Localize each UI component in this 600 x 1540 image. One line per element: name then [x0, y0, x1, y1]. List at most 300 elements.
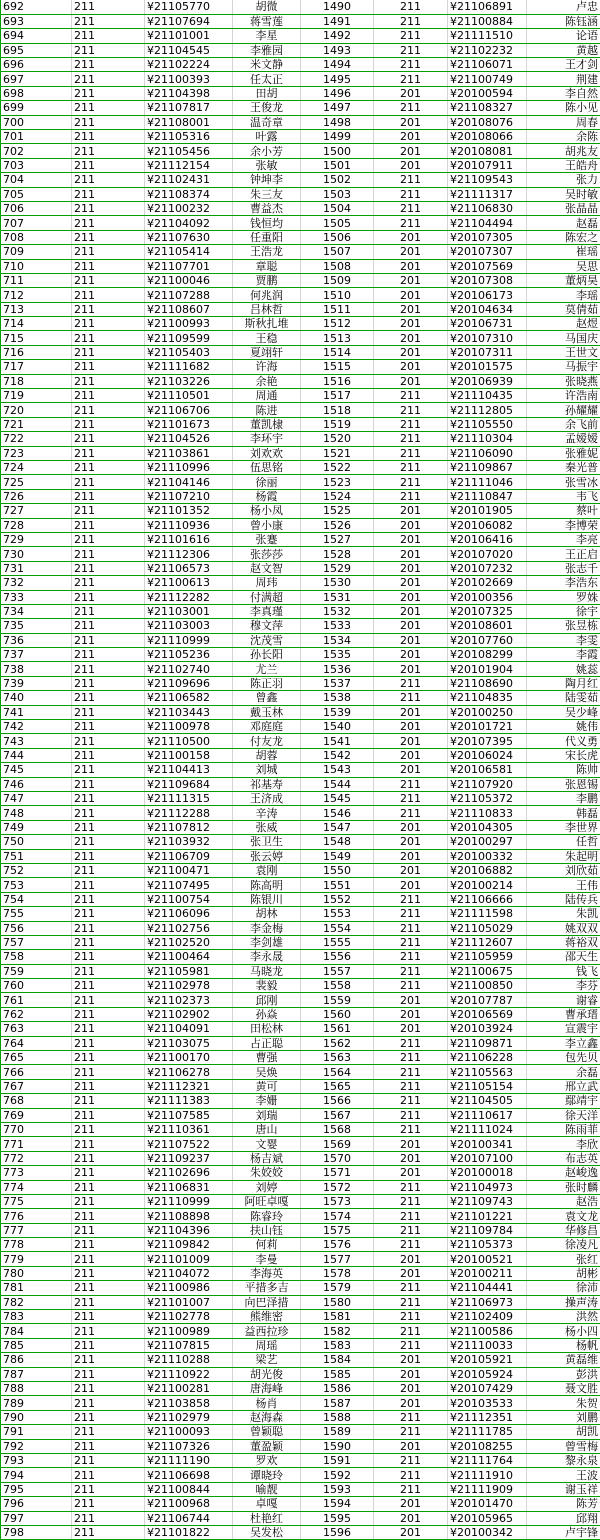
row-index-cell[interactable]: 746 — [1, 777, 72, 791]
row-index-cell[interactable]: 756 — [1, 921, 72, 935]
class-code-2-cell[interactable]: 201 — [374, 1439, 448, 1453]
class-code-2-cell[interactable]: 201 — [374, 144, 448, 158]
student-name-cell[interactable]: 李曼 — [233, 1252, 301, 1266]
student-name-2-cell[interactable]: 李欣 — [527, 1137, 600, 1151]
student-id-cell[interactable]: ¥21100754 — [145, 892, 233, 906]
student-name-cell[interactable]: 陈高明 — [233, 878, 301, 892]
row-index-cell[interactable]: 731 — [1, 561, 72, 575]
student-id-2-cell[interactable]: ¥21112805 — [448, 403, 527, 417]
row-index-2-cell[interactable]: 1589 — [301, 1425, 374, 1439]
student-id-2-cell[interactable]: ¥21111910 — [448, 1468, 527, 1482]
row-index-2-cell[interactable]: 1594 — [301, 1497, 374, 1511]
student-name-cell[interactable]: 杨霞 — [233, 489, 301, 503]
student-id-2-cell[interactable]: ¥20107308 — [448, 273, 527, 287]
class-code-2-cell[interactable]: 211 — [374, 892, 448, 906]
student-id-cell[interactable]: ¥21104091 — [145, 1022, 233, 1036]
student-id-cell[interactable]: ¥21107288 — [145, 288, 233, 302]
row-index-cell[interactable]: 735 — [1, 619, 72, 633]
student-name-cell[interactable]: 占正聪 — [233, 1036, 301, 1050]
row-index-2-cell[interactable]: 1501 — [301, 158, 374, 172]
class-code-cell[interactable]: 211 — [72, 302, 145, 316]
student-id-cell[interactable]: ¥21100158 — [145, 748, 233, 762]
class-code-cell[interactable]: 211 — [72, 446, 145, 460]
student-name-2-cell[interactable]: 华修昌 — [527, 1223, 600, 1237]
student-name-cell[interactable]: 钱恒均 — [233, 216, 301, 230]
row-index-2-cell[interactable]: 1559 — [301, 993, 374, 1007]
student-id-2-cell[interactable]: ¥20108299 — [448, 648, 527, 662]
row-index-cell[interactable]: 782 — [1, 1295, 72, 1309]
row-index-2-cell[interactable]: 1533 — [301, 619, 374, 633]
class-code-2-cell[interactable]: 211 — [374, 1108, 448, 1122]
class-code-cell[interactable]: 211 — [72, 1137, 145, 1151]
student-name-2-cell[interactable]: 操声涛 — [527, 1295, 600, 1309]
student-name-2-cell[interactable]: 李鹏 — [527, 791, 600, 805]
row-index-cell[interactable]: 794 — [1, 1468, 72, 1482]
student-name-2-cell[interactable]: 黎永泉 — [527, 1453, 600, 1467]
student-id-cell[interactable]: ¥21112288 — [145, 806, 233, 820]
student-id-2-cell[interactable]: ¥20100018 — [448, 1166, 527, 1180]
student-name-cell[interactable]: 杜艳红 — [233, 1511, 301, 1525]
row-index-cell[interactable]: 773 — [1, 1166, 72, 1180]
class-code-2-cell[interactable]: 201 — [374, 504, 448, 518]
student-name-2-cell[interactable]: 赵峻逸 — [527, 1166, 600, 1180]
student-name-2-cell[interactable]: 赵磊 — [527, 216, 600, 230]
student-id-cell[interactable]: ¥21107694 — [145, 14, 233, 28]
class-code-2-cell[interactable]: 211 — [374, 1482, 448, 1496]
row-index-2-cell[interactable]: 1591 — [301, 1453, 374, 1467]
student-name-cell[interactable]: 张卫生 — [233, 835, 301, 849]
row-index-2-cell[interactable]: 1574 — [301, 1209, 374, 1223]
class-code-cell[interactable]: 211 — [72, 950, 145, 964]
student-name-2-cell[interactable]: 徐宇 — [527, 604, 600, 618]
class-code-2-cell[interactable]: 201 — [374, 1353, 448, 1367]
class-code-cell[interactable]: 211 — [72, 691, 145, 705]
student-name-2-cell[interactable]: 崔瑶 — [527, 245, 600, 259]
student-id-cell[interactable]: ¥21112154 — [145, 158, 233, 172]
student-name-2-cell[interactable]: 荆建 — [527, 72, 600, 86]
row-index-cell[interactable]: 780 — [1, 1266, 72, 1280]
row-index-cell[interactable]: 772 — [1, 1151, 72, 1165]
student-name-2-cell[interactable]: 洪然 — [527, 1310, 600, 1324]
student-id-cell[interactable]: ¥21100170 — [145, 1051, 233, 1065]
student-id-cell[interactable]: ¥21105403 — [145, 345, 233, 359]
student-id-2-cell[interactable]: ¥20107232 — [448, 561, 527, 575]
student-name-2-cell[interactable]: 陆雯茹 — [527, 691, 600, 705]
student-name-cell[interactable]: 张莎莎 — [233, 547, 301, 561]
class-code-2-cell[interactable]: 211 — [374, 173, 448, 187]
student-name-2-cell[interactable]: 陈小见 — [527, 101, 600, 115]
class-code-cell[interactable]: 211 — [72, 1425, 145, 1439]
row-index-cell[interactable]: 712 — [1, 288, 72, 302]
row-index-2-cell[interactable]: 1555 — [301, 935, 374, 949]
row-index-cell[interactable]: 695 — [1, 43, 72, 57]
class-code-2-cell[interactable]: 211 — [374, 0, 448, 14]
row-index-2-cell[interactable]: 1546 — [301, 806, 374, 820]
class-code-2-cell[interactable]: 201 — [374, 115, 448, 129]
student-id-2-cell[interactable]: ¥21110833 — [448, 806, 527, 820]
row-index-2-cell[interactable]: 1554 — [301, 921, 374, 935]
student-id-2-cell[interactable]: ¥20100211 — [448, 1266, 527, 1280]
class-code-2-cell[interactable]: 201 — [374, 748, 448, 762]
row-index-cell[interactable]: 749 — [1, 820, 72, 834]
student-id-2-cell[interactable]: ¥20107100 — [448, 1151, 527, 1165]
student-name-2-cell[interactable]: 张力 — [527, 173, 600, 187]
student-id-2-cell[interactable]: ¥21109867 — [448, 461, 527, 475]
student-id-2-cell[interactable]: ¥21107920 — [448, 777, 527, 791]
row-index-2-cell[interactable]: 1539 — [301, 705, 374, 719]
class-code-cell[interactable]: 211 — [72, 1252, 145, 1266]
row-index-cell[interactable]: 705 — [1, 187, 72, 201]
student-name-2-cell[interactable]: 陆传兵 — [527, 892, 600, 906]
row-index-cell[interactable]: 777 — [1, 1223, 72, 1237]
student-name-cell[interactable]: 李永晟 — [233, 950, 301, 964]
student-name-2-cell[interactable]: 袁文龙 — [527, 1209, 600, 1223]
student-name-cell[interactable]: 余小芳 — [233, 144, 301, 158]
student-id-2-cell[interactable]: ¥20105965 — [448, 1511, 527, 1525]
row-index-2-cell[interactable]: 1536 — [301, 662, 374, 676]
student-name-2-cell[interactable]: 王世文 — [527, 345, 600, 359]
class-code-cell[interactable]: 211 — [72, 201, 145, 215]
class-code-cell[interactable]: 211 — [72, 633, 145, 647]
student-id-2-cell[interactable]: ¥21110617 — [448, 1108, 527, 1122]
class-code-cell[interactable]: 211 — [72, 907, 145, 921]
class-code-cell[interactable]: 211 — [72, 1353, 145, 1367]
student-id-2-cell[interactable]: ¥20106939 — [448, 374, 527, 388]
student-name-cell[interactable]: 杨吉斌 — [233, 1151, 301, 1165]
class-code-cell[interactable]: 211 — [72, 921, 145, 935]
class-code-2-cell[interactable]: 211 — [374, 806, 448, 820]
student-name-cell[interactable]: 蒋雪莲 — [233, 14, 301, 28]
row-index-2-cell[interactable]: 1575 — [301, 1223, 374, 1237]
student-id-cell[interactable]: ¥21105770 — [145, 0, 233, 14]
class-code-cell[interactable]: 211 — [72, 230, 145, 244]
student-name-2-cell[interactable]: 吴时敏 — [527, 187, 600, 201]
class-code-2-cell[interactable]: 211 — [374, 1094, 448, 1108]
student-name-cell[interactable]: 章聪 — [233, 259, 301, 273]
student-name-cell[interactable]: 唐海峰 — [233, 1382, 301, 1396]
row-index-2-cell[interactable]: 1500 — [301, 144, 374, 158]
student-name-cell[interactable]: 张蹇 — [233, 532, 301, 546]
row-index-cell[interactable]: 713 — [1, 302, 72, 316]
row-index-2-cell[interactable]: 1530 — [301, 576, 374, 590]
class-code-2-cell[interactable]: 201 — [374, 576, 448, 590]
row-index-cell[interactable]: 762 — [1, 1007, 72, 1021]
student-id-cell[interactable]: ¥21103003 — [145, 619, 233, 633]
class-code-cell[interactable]: 211 — [72, 1209, 145, 1223]
student-id-2-cell[interactable]: ¥21106830 — [448, 201, 527, 215]
class-code-2-cell[interactable]: 211 — [374, 935, 448, 949]
row-index-2-cell[interactable]: 1582 — [301, 1324, 374, 1338]
student-name-2-cell[interactable]: 赵浩 — [527, 1194, 600, 1208]
student-id-cell[interactable]: ¥21104413 — [145, 763, 233, 777]
row-index-2-cell[interactable]: 1566 — [301, 1094, 374, 1108]
row-index-2-cell[interactable]: 1515 — [301, 360, 374, 374]
row-index-cell[interactable]: 761 — [1, 993, 72, 1007]
student-id-cell[interactable]: ¥21108898 — [145, 1209, 233, 1223]
student-name-2-cell[interactable]: 余飞前 — [527, 417, 600, 431]
student-name-cell[interactable]: 裴毅 — [233, 979, 301, 993]
student-id-2-cell[interactable]: ¥21108327 — [448, 101, 527, 115]
student-id-cell[interactable]: ¥21101616 — [145, 532, 233, 546]
class-code-cell[interactable]: 211 — [72, 763, 145, 777]
class-code-cell[interactable]: 211 — [72, 1223, 145, 1237]
student-id-2-cell[interactable]: ¥20101905 — [448, 504, 527, 518]
student-name-2-cell[interactable]: 孙耀耀 — [527, 403, 600, 417]
row-index-cell[interactable]: 797 — [1, 1511, 72, 1525]
class-code-2-cell[interactable]: 201 — [374, 547, 448, 561]
class-code-2-cell[interactable]: 211 — [374, 1194, 448, 1208]
row-index-cell[interactable]: 742 — [1, 720, 72, 734]
class-code-2-cell[interactable]: 201 — [374, 1266, 448, 1280]
class-code-2-cell[interactable]: 201 — [374, 1511, 448, 1525]
student-id-cell[interactable]: ¥21109237 — [145, 1151, 233, 1165]
class-code-2-cell[interactable]: 211 — [374, 1079, 448, 1093]
student-id-2-cell[interactable]: ¥21105563 — [448, 1065, 527, 1079]
student-id-2-cell[interactable]: ¥20107325 — [448, 604, 527, 618]
class-code-cell[interactable]: 211 — [72, 216, 145, 230]
student-id-cell[interactable]: ¥21103861 — [145, 446, 233, 460]
row-index-2-cell[interactable]: 1491 — [301, 14, 374, 28]
student-name-2-cell[interactable]: 蔡叶 — [527, 504, 600, 518]
class-code-cell[interactable]: 211 — [72, 1396, 145, 1410]
row-index-cell[interactable]: 760 — [1, 979, 72, 993]
student-name-cell[interactable]: 付满超 — [233, 590, 301, 604]
student-name-cell[interactable]: 陈睿玲 — [233, 1209, 301, 1223]
class-code-2-cell[interactable]: 201 — [374, 273, 448, 287]
class-code-cell[interactable]: 211 — [72, 1122, 145, 1136]
row-index-2-cell[interactable]: 1565 — [301, 1079, 374, 1093]
class-code-2-cell[interactable]: 211 — [374, 921, 448, 935]
class-code-cell[interactable]: 211 — [72, 777, 145, 791]
student-id-cell[interactable]: ¥21104146 — [145, 475, 233, 489]
row-index-cell[interactable]: 726 — [1, 489, 72, 503]
row-index-2-cell[interactable]: 1561 — [301, 1022, 374, 1036]
row-index-cell[interactable]: 710 — [1, 259, 72, 273]
class-code-2-cell[interactable]: 201 — [374, 1382, 448, 1396]
class-code-cell[interactable]: 211 — [72, 187, 145, 201]
class-code-cell[interactable]: 211 — [72, 835, 145, 849]
row-index-cell[interactable]: 739 — [1, 676, 72, 690]
student-name-2-cell[interactable]: 许浩南 — [527, 389, 600, 403]
student-name-2-cell[interactable]: 董炳昊 — [527, 273, 600, 287]
class-code-2-cell[interactable]: 201 — [374, 317, 448, 331]
student-name-cell[interactable]: 罗欢 — [233, 1453, 301, 1467]
class-code-cell[interactable]: 211 — [72, 317, 145, 331]
student-id-cell[interactable]: ¥21102224 — [145, 58, 233, 72]
class-code-2-cell[interactable]: 211 — [374, 58, 448, 72]
student-name-2-cell[interactable]: 包先贝 — [527, 1051, 600, 1065]
student-name-2-cell[interactable]: 论语 — [527, 29, 600, 43]
student-name-cell[interactable]: 梁艺 — [233, 1353, 301, 1367]
student-id-2-cell[interactable]: ¥21111510 — [448, 29, 527, 43]
student-id-2-cell[interactable]: ¥21111317 — [448, 187, 527, 201]
student-name-cell[interactable]: 唐山 — [233, 1122, 301, 1136]
student-id-cell[interactable]: ¥21102902 — [145, 1007, 233, 1021]
student-name-2-cell[interactable]: 代义勇 — [527, 734, 600, 748]
class-code-2-cell[interactable]: 201 — [374, 590, 448, 604]
student-name-cell[interactable]: 任重阳 — [233, 230, 301, 244]
student-name-cell[interactable]: 刘城 — [233, 763, 301, 777]
student-name-2-cell[interactable]: 宋长虎 — [527, 748, 600, 762]
student-id-cell[interactable]: ¥21110500 — [145, 734, 233, 748]
student-name-2-cell[interactable]: 李芬 — [527, 979, 600, 993]
student-name-2-cell[interactable]: 陈雨菲 — [527, 1122, 600, 1136]
row-index-2-cell[interactable]: 1513 — [301, 331, 374, 345]
class-code-2-cell[interactable]: 211 — [374, 1295, 448, 1309]
class-code-2-cell[interactable]: 201 — [374, 849, 448, 863]
class-code-2-cell[interactable]: 211 — [374, 1209, 448, 1223]
class-code-2-cell[interactable]: 211 — [374, 201, 448, 215]
student-id-cell[interactable]: ¥21106096 — [145, 907, 233, 921]
student-name-cell[interactable]: 张敏 — [233, 158, 301, 172]
class-code-2-cell[interactable]: 211 — [374, 1051, 448, 1065]
student-id-2-cell[interactable]: ¥20101904 — [448, 662, 527, 676]
row-index-cell[interactable]: 728 — [1, 518, 72, 532]
row-index-2-cell[interactable]: 1529 — [301, 561, 374, 575]
row-index-2-cell[interactable]: 1567 — [301, 1108, 374, 1122]
row-index-cell[interactable]: 792 — [1, 1439, 72, 1453]
student-name-cell[interactable]: 杨小凤 — [233, 504, 301, 518]
class-code-2-cell[interactable]: 201 — [374, 1252, 448, 1266]
student-name-cell[interactable]: 杨肖 — [233, 1396, 301, 1410]
row-index-2-cell[interactable]: 1577 — [301, 1252, 374, 1266]
class-code-2-cell[interactable]: 211 — [374, 187, 448, 201]
row-index-2-cell[interactable]: 1531 — [301, 590, 374, 604]
class-code-cell[interactable]: 211 — [72, 72, 145, 86]
row-index-cell[interactable]: 700 — [1, 115, 72, 129]
student-name-cell[interactable]: 刘瑞 — [233, 1108, 301, 1122]
class-code-2-cell[interactable]: 211 — [374, 950, 448, 964]
student-id-cell[interactable]: ¥21104398 — [145, 86, 233, 100]
class-code-cell[interactable]: 211 — [72, 432, 145, 446]
student-id-2-cell[interactable]: ¥20100332 — [448, 849, 527, 863]
student-name-cell[interactable]: 曹益杰 — [233, 201, 301, 215]
student-id-2-cell[interactable]: ¥20103533 — [448, 1396, 527, 1410]
student-name-cell[interactable]: 胡林 — [233, 907, 301, 921]
student-name-cell[interactable]: 曾鑫 — [233, 691, 301, 705]
student-id-cell[interactable]: ¥21109599 — [145, 331, 233, 345]
row-index-cell[interactable]: 790 — [1, 1410, 72, 1424]
row-index-2-cell[interactable]: 1518 — [301, 403, 374, 417]
class-code-2-cell[interactable]: 201 — [374, 518, 448, 532]
student-name-cell[interactable]: 斯秋扎堆 — [233, 317, 301, 331]
row-index-2-cell[interactable]: 1570 — [301, 1151, 374, 1165]
class-code-cell[interactable]: 211 — [72, 662, 145, 676]
class-code-cell[interactable]: 211 — [72, 1511, 145, 1525]
student-id-2-cell[interactable]: ¥21106666 — [448, 892, 527, 906]
class-code-cell[interactable]: 211 — [72, 1410, 145, 1424]
student-id-2-cell[interactable]: ¥20100297 — [448, 835, 527, 849]
class-code-2-cell[interactable]: 201 — [374, 1007, 448, 1021]
row-index-2-cell[interactable]: 1493 — [301, 43, 374, 57]
student-name-cell[interactable]: 吕林哲 — [233, 302, 301, 316]
student-id-cell[interactable]: ¥21102778 — [145, 1310, 233, 1324]
class-code-2-cell[interactable]: 201 — [374, 130, 448, 144]
student-name-cell[interactable]: 袁刚 — [233, 863, 301, 877]
class-code-2-cell[interactable]: 201 — [374, 1367, 448, 1381]
student-id-cell[interactable]: ¥21100989 — [145, 1324, 233, 1338]
student-name-2-cell[interactable]: 卢忠 — [527, 0, 600, 14]
class-code-2-cell[interactable]: 201 — [374, 633, 448, 647]
class-code-cell[interactable]: 211 — [72, 144, 145, 158]
student-name-cell[interactable]: 任太正 — [233, 72, 301, 86]
class-code-2-cell[interactable]: 201 — [374, 288, 448, 302]
student-name-2-cell[interactable]: 鄢靖宇 — [527, 1094, 600, 1108]
student-id-2-cell[interactable]: ¥21109871 — [448, 1036, 527, 1050]
student-name-2-cell[interactable]: 陈芳 — [527, 1497, 600, 1511]
student-id-cell[interactable]: ¥21111682 — [145, 360, 233, 374]
student-name-cell[interactable]: 李真瑾 — [233, 604, 301, 618]
row-index-cell[interactable]: 751 — [1, 849, 72, 863]
student-id-cell[interactable]: ¥21110999 — [145, 633, 233, 647]
student-id-2-cell[interactable]: ¥21110304 — [448, 432, 527, 446]
row-index-2-cell[interactable]: 1560 — [301, 1007, 374, 1021]
student-name-2-cell[interactable]: 马国庆 — [527, 331, 600, 345]
student-id-2-cell[interactable]: ¥21112351 — [448, 1410, 527, 1424]
row-index-2-cell[interactable]: 1523 — [301, 475, 374, 489]
student-name-2-cell[interactable]: 李亮 — [527, 532, 600, 546]
row-index-2-cell[interactable]: 1595 — [301, 1511, 374, 1525]
student-name-cell[interactable]: 曾颖聪 — [233, 1425, 301, 1439]
student-name-2-cell[interactable]: 聂文胜 — [527, 1382, 600, 1396]
student-id-cell[interactable]: ¥21105981 — [145, 964, 233, 978]
class-code-cell[interactable]: 211 — [72, 259, 145, 273]
class-code-cell[interactable]: 211 — [72, 43, 145, 57]
class-code-2-cell[interactable]: 211 — [374, 777, 448, 791]
class-code-2-cell[interactable]: 211 — [374, 389, 448, 403]
student-id-cell[interactable]: ¥21107585 — [145, 1108, 233, 1122]
student-name-2-cell[interactable]: 曹承瑨 — [527, 1007, 600, 1021]
student-id-cell[interactable]: ¥21102978 — [145, 979, 233, 993]
row-index-cell[interactable]: 699 — [1, 101, 72, 115]
student-name-2-cell[interactable]: 曾雪梅 — [527, 1439, 600, 1453]
class-code-cell[interactable]: 211 — [72, 547, 145, 561]
class-code-2-cell[interactable]: 201 — [374, 86, 448, 100]
class-code-2-cell[interactable]: 201 — [374, 374, 448, 388]
student-id-2-cell[interactable]: ¥20108066 — [448, 130, 527, 144]
row-index-2-cell[interactable]: 1490 — [301, 0, 374, 14]
student-name-2-cell[interactable]: 谢睿 — [527, 993, 600, 1007]
student-name-2-cell[interactable]: 徐凌凡 — [527, 1238, 600, 1252]
class-code-2-cell[interactable]: 201 — [374, 1137, 448, 1151]
class-code-cell[interactable]: 211 — [72, 331, 145, 345]
class-code-2-cell[interactable]: 211 — [374, 417, 448, 431]
row-index-cell[interactable]: 708 — [1, 230, 72, 244]
row-index-cell[interactable]: 755 — [1, 907, 72, 921]
class-code-cell[interactable]: 211 — [72, 1266, 145, 1280]
row-index-cell[interactable]: 750 — [1, 835, 72, 849]
row-index-cell[interactable]: 698 — [1, 86, 72, 100]
class-code-2-cell[interactable]: 201 — [374, 259, 448, 273]
student-id-cell[interactable]: ¥21102740 — [145, 662, 233, 676]
class-code-cell[interactable]: 211 — [72, 158, 145, 172]
student-name-cell[interactable]: 吴焕 — [233, 1065, 301, 1079]
row-index-cell[interactable]: 793 — [1, 1453, 72, 1467]
class-code-2-cell[interactable]: 211 — [374, 432, 448, 446]
student-id-cell[interactable]: ¥21111383 — [145, 1094, 233, 1108]
student-name-cell[interactable]: 沈茂雪 — [233, 633, 301, 647]
student-id-cell[interactable]: ¥21106698 — [145, 1468, 233, 1482]
class-code-2-cell[interactable]: 201 — [374, 878, 448, 892]
student-name-cell[interactable]: 胡微 — [233, 0, 301, 14]
class-code-cell[interactable]: 211 — [72, 892, 145, 906]
row-index-cell[interactable]: 753 — [1, 878, 72, 892]
class-code-2-cell[interactable]: 211 — [374, 216, 448, 230]
student-name-2-cell[interactable]: 李立鑫 — [527, 1036, 600, 1050]
student-id-cell[interactable]: ¥21111190 — [145, 1453, 233, 1467]
row-index-2-cell[interactable]: 1581 — [301, 1310, 374, 1324]
student-name-2-cell[interactable]: 陈钰涵 — [527, 14, 600, 28]
